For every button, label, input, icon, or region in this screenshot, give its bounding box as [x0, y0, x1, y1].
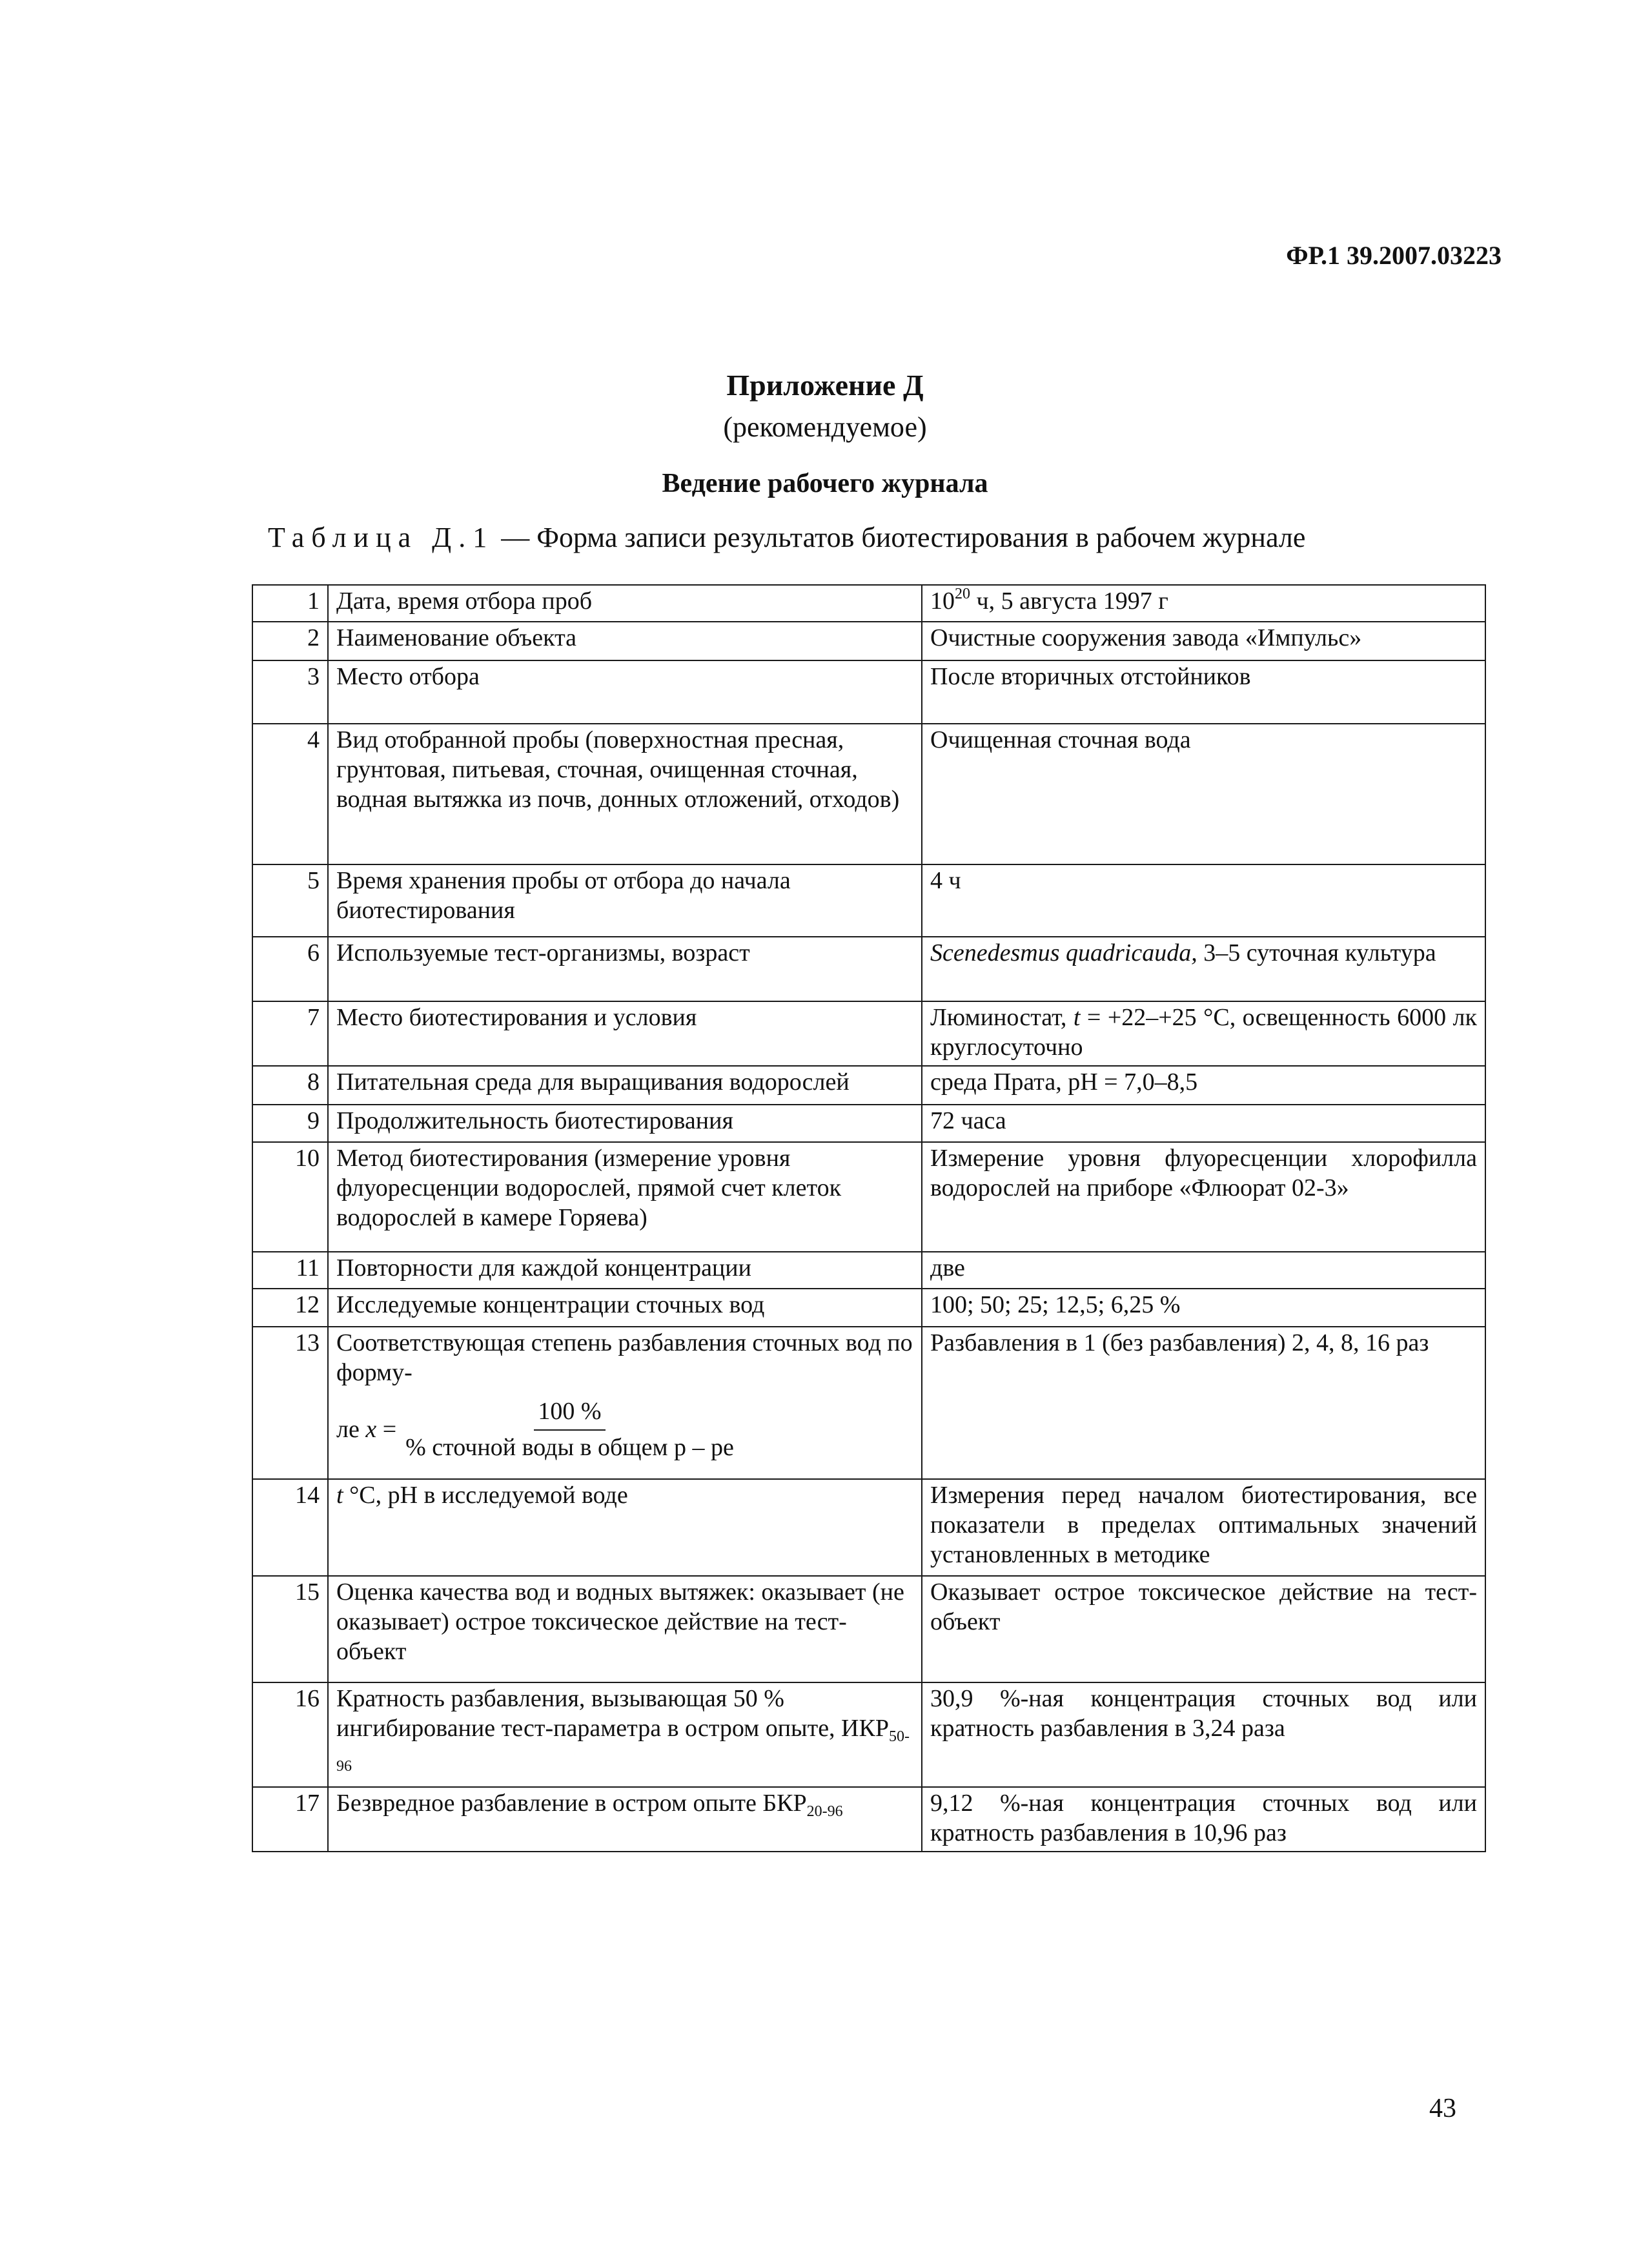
formula-fraction [402, 1397, 738, 1463]
row-parameter: Повторности для каждой концентрации [328, 1252, 922, 1289]
row-value [922, 1001, 1485, 1066]
appendix-title: Приложение Д [726, 369, 924, 402]
row-parameter [328, 1787, 922, 1852]
row-number: 17 [252, 1787, 328, 1852]
row-number: 2 [252, 622, 328, 660]
row-value: После вторичных отстойников [922, 660, 1485, 724]
row-parameter: Исследуемые концентрации сточных вод [328, 1289, 922, 1327]
row-value: Разбавления в 1 (без разбавления) 2, 4, 8, 16 раз [922, 1327, 1485, 1479]
page-number: 43 [1429, 2094, 1456, 2123]
conditions-prefix: Люминостат, [930, 1004, 1074, 1031]
time-minutes: 20 [955, 586, 970, 602]
row-value [922, 937, 1485, 1001]
row-value: 100; 50; 25; 12,5; 6,25 % [922, 1289, 1485, 1327]
row-parameter [328, 1479, 922, 1576]
row-value: Очищенная сточная вода [922, 724, 1485, 864]
row-number: 16 [252, 1682, 328, 1787]
temperature-variable: t [1073, 1004, 1081, 1031]
parameter-text: °С, рН в исследуемой воде [343, 1481, 628, 1509]
row-parameter: Дата, время отбора проб [328, 585, 922, 622]
document-code: ФР.1 39.2007.03223 [1286, 241, 1502, 270]
table-row [252, 1787, 1485, 1852]
row-parameter: Время хранения пробы от отбора до начала биотестирования [328, 864, 922, 937]
table-row [252, 622, 1485, 660]
journal-table [252, 584, 1486, 1852]
row-parameter: Используемые тест-организмы, возраст [328, 937, 922, 1001]
formula-numerator: 100 % [534, 1397, 605, 1431]
row-parameter: Питательная среда для выращивания водорослей [328, 1066, 922, 1105]
row-parameter: Оценка качества вод и водных вытяжек: оказывает (не оказывает) острое токсическое действие на тест-объект [328, 1576, 922, 1682]
row-parameter: Место биотестирования и условия [328, 1001, 922, 1066]
row-number: 4 [252, 724, 328, 864]
formula-equals: = [376, 1415, 397, 1443]
formula-variable: x [365, 1415, 377, 1443]
row-number: 3 [252, 660, 328, 724]
conditions-text: = +22–+25 °С, освещенность 6000 лк круглосуточно [930, 1004, 1477, 1061]
table-row [252, 1479, 1485, 1576]
table-row [252, 1001, 1485, 1066]
row-value: Измерение уровня флуоресценции хлорофилла водорослей на приборе «Флюорат 02-3» [922, 1142, 1485, 1252]
row-value: Оказывает острое токсическое действие на тест-объект [922, 1576, 1485, 1682]
row-number: 7 [252, 1001, 328, 1066]
table-row [252, 1682, 1485, 1787]
dilution-formula [336, 1397, 913, 1463]
row-parameter: Метод биотестирования (измерение уровня флуоресценции водорослей, прямой счет клеток водорослей в камере Горяева) [328, 1142, 922, 1252]
formula-prefix: ле [336, 1415, 366, 1443]
section-title: Ведение рабочего журнала [662, 469, 988, 498]
row-value: Очистные сооружения завода «Импульс» [922, 622, 1485, 660]
table-row [252, 1576, 1485, 1682]
table-caption-text: — Форма записи результатов биотестирования в рабочем журнале [494, 522, 1306, 553]
table-row [252, 585, 1485, 622]
row-number: 8 [252, 1066, 328, 1105]
row-number: 14 [252, 1479, 328, 1576]
appendix-subtitle: (рекомендуемое) [723, 411, 927, 443]
date-text: ч, 5 августа 1997 г [970, 587, 1168, 615]
row-parameter [328, 1327, 922, 1479]
row-parameter: Вид отобранной пробы (поверхностная пресная, грунтовая, питьевая, сточная, очищенная сточная, водная вытяжка из почв, донных отложений, отходов) [328, 724, 922, 864]
table-row [252, 724, 1485, 864]
formula-denominator: % сточной воды в общем р – ре [405, 1433, 734, 1461]
row-number: 12 [252, 1289, 328, 1327]
row-parameter [328, 1682, 922, 1787]
organism-age: 3–5 суточная культура [1197, 939, 1436, 966]
table-row [252, 1066, 1485, 1105]
row-value: 9,12 %-ная концентрация сточных вод или кратность разбавления в 10,96 раз [922, 1787, 1485, 1852]
row-number: 15 [252, 1576, 328, 1682]
table-row [252, 937, 1485, 1001]
row-number: 11 [252, 1252, 328, 1289]
table-row [252, 1327, 1485, 1479]
table-row [252, 1289, 1485, 1327]
row-value: две [922, 1252, 1485, 1289]
table-row [252, 1105, 1485, 1142]
row-number: 6 [252, 937, 328, 1001]
parameter-subscript: 20-96 [806, 1803, 843, 1820]
row-value: 4 ч [922, 864, 1485, 937]
row-value: 30,9 %-ная концентрация сточных вод или кратность разбавления в 3,24 раза [922, 1682, 1485, 1787]
formula-lhs [336, 1415, 396, 1445]
table-caption [268, 521, 1305, 554]
row-value: среда Прата, рН = 7,0–8,5 [922, 1066, 1485, 1105]
table-row [252, 1142, 1485, 1252]
row-number: 9 [252, 1105, 328, 1142]
parameter-text: Кратность разбавления, вызывающая 50 % ингибирование тест-параметра в остром опыте, ИКР [336, 1684, 889, 1742]
row-parameter: Продолжительность биотестирования [328, 1105, 922, 1142]
row-value [922, 585, 1485, 622]
table-caption-label: Таблица Д.1 [268, 522, 494, 553]
row-number: 13 [252, 1327, 328, 1479]
temperature-variable: t [336, 1481, 343, 1509]
time-hours: 10 [930, 587, 955, 615]
table-row [252, 660, 1485, 724]
parameter-subscript: 50-96 [336, 1728, 910, 1775]
row-value: Измерения перед началом биотестирования, все показатели в пределах оптимальных значений установленных в методике [922, 1479, 1485, 1576]
row-number: 10 [252, 1142, 328, 1252]
table-row [252, 864, 1485, 937]
table-row [252, 1252, 1485, 1289]
row-number: 1 [252, 585, 328, 622]
parameter-text: Безвредное разбавление в остром опыте БКР [336, 1789, 807, 1817]
row-value: 72 часа [922, 1105, 1485, 1142]
organism-name: Scenedesmus quadricauda, [930, 939, 1197, 966]
row-parameter: Место отбора [328, 660, 922, 724]
dilution-description: Соответствующая степень разбавления сточных вод по форму- [336, 1329, 913, 1386]
row-parameter: Наименование объекта [328, 622, 922, 660]
row-number: 5 [252, 864, 328, 937]
